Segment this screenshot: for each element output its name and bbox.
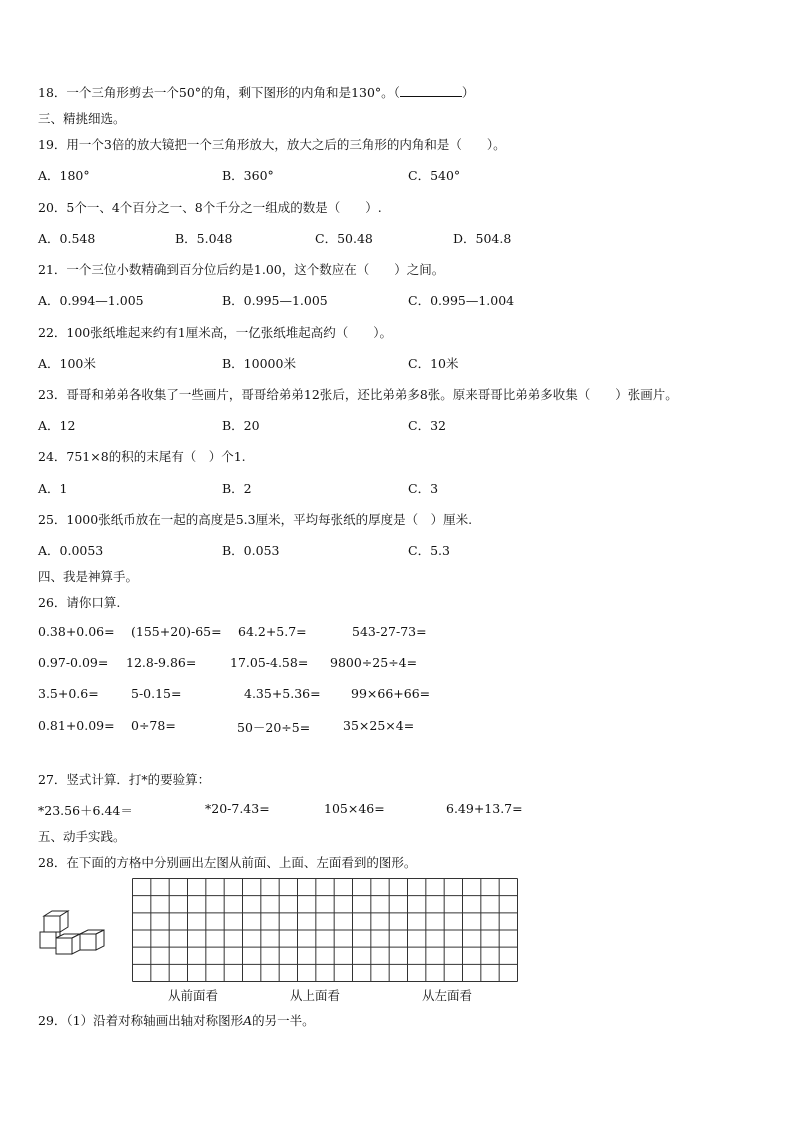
question-20: 20．5个一、4个百分之一、8个千分之一组成的数是（ ）. xyxy=(38,200,382,215)
label-top-view: 从上面看 xyxy=(290,988,341,1003)
calc-item: 4.35+5.36= xyxy=(244,686,321,701)
question-18-text: 18．一个三角形剪去一个50°的角，剩下图形的内角和是130°。（ xyxy=(38,85,400,100)
question-29 xyxy=(38,1011,315,1029)
vertical-calc-item: 105×46= xyxy=(324,801,385,816)
question-29-tail: 的另一半。 xyxy=(252,1013,315,1028)
vertical-calc-item: 6.49+13.7= xyxy=(446,801,523,816)
option-c[interactable]: C．3 xyxy=(408,481,439,496)
question-19: 19．用一个3倍的放大镜把一个三角形放大，放大之后的三角形的内角和是（ ）。 xyxy=(38,137,506,152)
section-3-heading: 三、精挑细选。 xyxy=(38,111,126,126)
calc-item: 0÷78= xyxy=(131,718,176,733)
option-c[interactable]: C．5.3 xyxy=(408,543,450,558)
calc-item: 35×25×4= xyxy=(343,718,415,733)
option-c[interactable]: C．10米 xyxy=(408,356,459,371)
calc-item: 99×66+66= xyxy=(351,686,431,701)
option-b[interactable]: B．2 xyxy=(222,481,252,496)
question-18 xyxy=(38,83,474,101)
option-d[interactable]: D．504.8 xyxy=(453,231,512,246)
vertical-calc-item: *23.56＋6.44＝ xyxy=(38,803,133,818)
question-28: 28．在下面的方格中分别画出左图从前面、上面、左面看到的图形。 xyxy=(38,855,417,870)
option-a[interactable]: A．0.0053 xyxy=(38,543,104,558)
option-a[interactable]: A．0.548 xyxy=(38,231,96,246)
label-left-view: 从左面看 xyxy=(422,988,473,1003)
calc-item: 9800÷25÷4= xyxy=(330,655,418,670)
option-b[interactable]: B．10000米 xyxy=(222,356,296,371)
answer-blank[interactable] xyxy=(400,85,462,97)
question-26: 26．请你口算. xyxy=(38,595,121,610)
question-22: 22．100张纸堆起来约有1厘米高，一亿张纸堆起高约（ ）。 xyxy=(38,325,392,340)
calc-item: 0.81+0.09= xyxy=(38,718,115,733)
calc-item: (155+20)-65= xyxy=(131,624,222,639)
calc-item: 0.97-0.09= xyxy=(38,655,109,670)
calc-item: 0.38+0.06= xyxy=(38,624,115,639)
option-b[interactable]: B．0.995—1.005 xyxy=(222,293,328,308)
section-4-heading: 四、我是神算手。 xyxy=(38,569,139,584)
option-b[interactable]: B．0.053 xyxy=(222,543,280,558)
vertical-calc-item: *20-7.43= xyxy=(205,801,270,816)
option-b[interactable]: B．360° xyxy=(222,168,274,183)
option-b[interactable]: B．5.048 xyxy=(175,231,233,246)
option-a[interactable]: A．100米 xyxy=(38,356,96,371)
question-25: 25．1000张纸币放在一起的高度是5.3厘米，平均每张纸的厚度是（ ）厘米. xyxy=(38,512,473,527)
cube-stack-figure xyxy=(38,910,112,958)
question-18-close: ） xyxy=(461,85,475,100)
section-5-heading: 五、动手实践。 xyxy=(38,829,126,844)
drawing-grid[interactable] xyxy=(132,878,518,982)
calc-item: 12.8-9.86= xyxy=(126,655,197,670)
option-a[interactable]: A．0.994—1.005 xyxy=(38,293,144,308)
calc-item: 5-0.15= xyxy=(131,686,182,701)
calc-item: 64.2+5.7= xyxy=(238,624,307,639)
option-c[interactable]: C．50.48 xyxy=(315,231,373,246)
question-23: 23．哥哥和弟弟各收集了一些画片，哥哥给弟弟12张后，还比弟弟多8张。原来哥哥比弟弟多收集（ ）张画片。 xyxy=(38,387,678,402)
calc-item: 3.5+0.6= xyxy=(38,686,99,701)
question-27: 27．竖式计算．打*的要验算： xyxy=(38,772,211,787)
option-a[interactable]: A．12 xyxy=(38,418,76,433)
option-c[interactable]: C．0.995—1.004 xyxy=(408,293,515,308)
option-a[interactable]: A．1 xyxy=(38,481,68,496)
calc-item: 543-27-73= xyxy=(352,624,427,639)
question-29-text: 29．（1）沿着对称轴画出轴对称图形 xyxy=(38,1013,244,1028)
question-21: 21．一个三位小数精确到百分位后约是1.00，这个数应在（ ）之间。 xyxy=(38,262,445,277)
figure-variable: A xyxy=(243,1013,253,1028)
question-24: 24．751×8的积的末尾有（ ）个1. xyxy=(38,449,246,464)
option-c[interactable]: C．32 xyxy=(408,418,446,433)
calc-item: 17.05-4.58= xyxy=(230,655,309,670)
option-c[interactable]: C．540° xyxy=(408,168,461,183)
option-b[interactable]: B．20 xyxy=(222,418,260,433)
label-front-view: 从前面看 xyxy=(168,988,219,1003)
option-a[interactable]: A．180° xyxy=(38,168,90,183)
calc-item: 50－20÷5= xyxy=(237,720,311,735)
